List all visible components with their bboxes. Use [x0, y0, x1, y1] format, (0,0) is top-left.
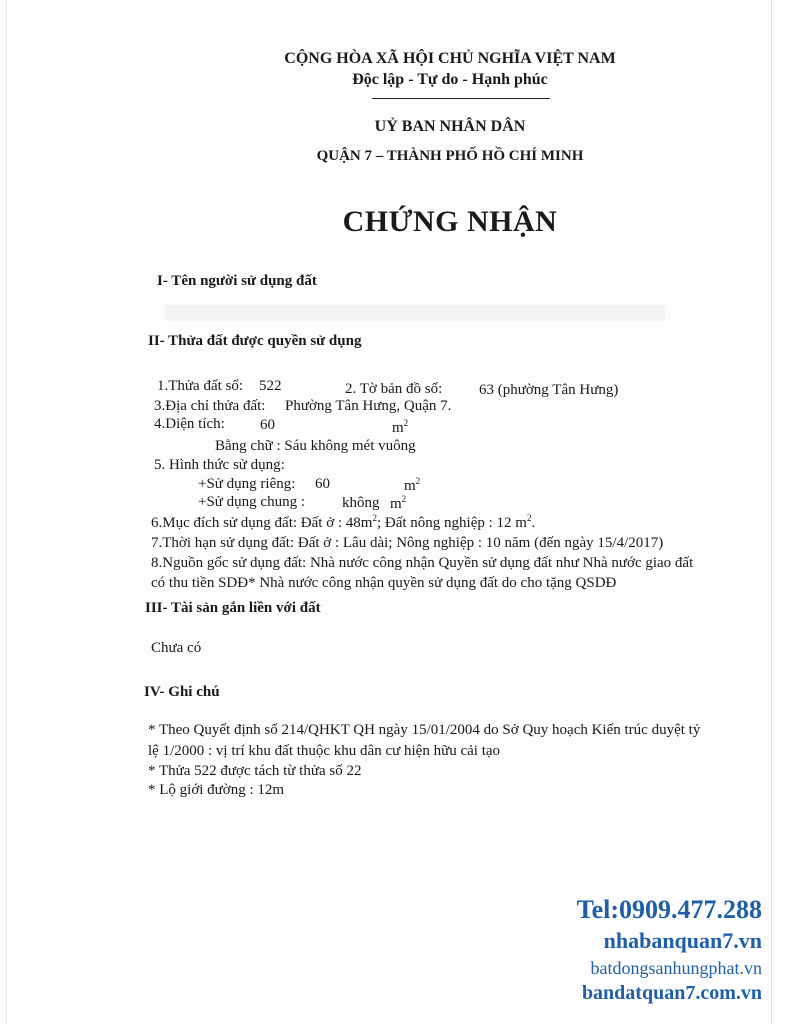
- map-sheet-value: 63 (phường Tân Hưng): [479, 382, 619, 398]
- section-2-heading: II- Thửa đất được quyền sử dụng: [148, 333, 362, 349]
- shared-use-label: +Sử dụng chung :: [198, 494, 306, 510]
- section-1-heading: I- Tên người sử dụng đất: [157, 273, 317, 289]
- map-sheet-label: 2. Tờ bản đồ số:: [345, 381, 443, 397]
- land-use-term: 7.Thời hạn sử dụng đất: Đất ở : Lâu dài; Nông nghiệp : 10 năm (đến ngày 15/4/2017): [151, 535, 664, 551]
- private-use-unit: $m^2$: [404, 476, 421, 494]
- contact-phone: Tel:0909.477.288: [576, 895, 762, 924]
- land-origin-line-2: có thu tiền SDĐ* Nhà nước công nhận quyền sử dụng đất do cho tặng QSDĐ: [151, 575, 617, 591]
- land-use-purpose: 6.Mục đích sử dụng đất: Đất ở : $48m^2$; Đất nông nghiệp : 12 $m^2$.: [151, 513, 536, 531]
- issuing-district: QUẬN 7 – THÀNH PHỐ HỒ CHÍ MINH: [316, 148, 584, 164]
- note-2: * Thửa 522 được tách từ thửa số 22: [148, 763, 362, 779]
- usage-form-label: 5. Hình thức sử dụng:: [154, 457, 285, 473]
- issuing-authority: UỶ BAN NHÂN DÂN: [374, 118, 526, 135]
- motto-underline: [372, 98, 550, 99]
- section-3-heading: III- Tài sản gắn liền với đất: [145, 600, 321, 616]
- parcel-label: 1.Thửa đất số:: [157, 378, 244, 394]
- nation-title: CỘNG HÒA XÃ HỘI CHỦ NGHĨA VIỆT NAM: [284, 50, 616, 67]
- page-edge-right: [771, 0, 772, 1024]
- shared-use-value: không: [342, 495, 380, 511]
- address-label: 3.Địa chỉ thửa đất:: [154, 398, 266, 414]
- contact-site-2: batdongsanhungphat.vn: [590, 958, 762, 978]
- note-1-line-2: lệ 1/2000 : vị trí khu đất thuộc khu dân cư hiện hữu cải tạo: [148, 743, 501, 759]
- area-unit: $m^2$: [392, 418, 409, 436]
- area-label: 4.Diện tích:: [154, 416, 225, 432]
- private-use-value: 60: [315, 476, 330, 492]
- contact-site-3: bandatquan7.com.vn: [581, 982, 762, 1004]
- contact-site-1: nhabanquan7.vn: [603, 928, 762, 953]
- attached-assets-value: Chưa có: [151, 640, 202, 656]
- section-4-heading: IV- Ghi chú: [144, 684, 220, 700]
- note-3: * Lộ giới đường : 12m: [148, 782, 285, 798]
- area-in-words: Bằng chữ : Sáu không mét vuông: [215, 438, 416, 454]
- shared-use-unit: $m^2$: [390, 494, 407, 512]
- address-value: Phường Tân Hưng, Quận 7.: [285, 398, 452, 414]
- document-title: CHỨNG NHẬN: [342, 205, 558, 238]
- private-use-label: +Sử dụng riêng:: [198, 476, 296, 492]
- redacted-owner-area: [165, 305, 665, 321]
- page-edge-left: [6, 0, 7, 1024]
- note-1-line-1: * Theo Quyết định số 214/QHKT QH ngày 15/01/2004 do Sở Quy hoạch Kiến trúc duyệt tỷ: [148, 722, 701, 738]
- nation-motto: Độc lập - Tự do - Hạnh phúc: [352, 71, 548, 88]
- parcel-value: 522: [259, 378, 282, 394]
- area-value: 60: [260, 417, 275, 433]
- land-origin-line-1: 8.Nguồn gốc sử dụng đất: Nhà nước công nhận Quyền sử dụng đất như Nhà nước giao đất: [151, 555, 694, 571]
